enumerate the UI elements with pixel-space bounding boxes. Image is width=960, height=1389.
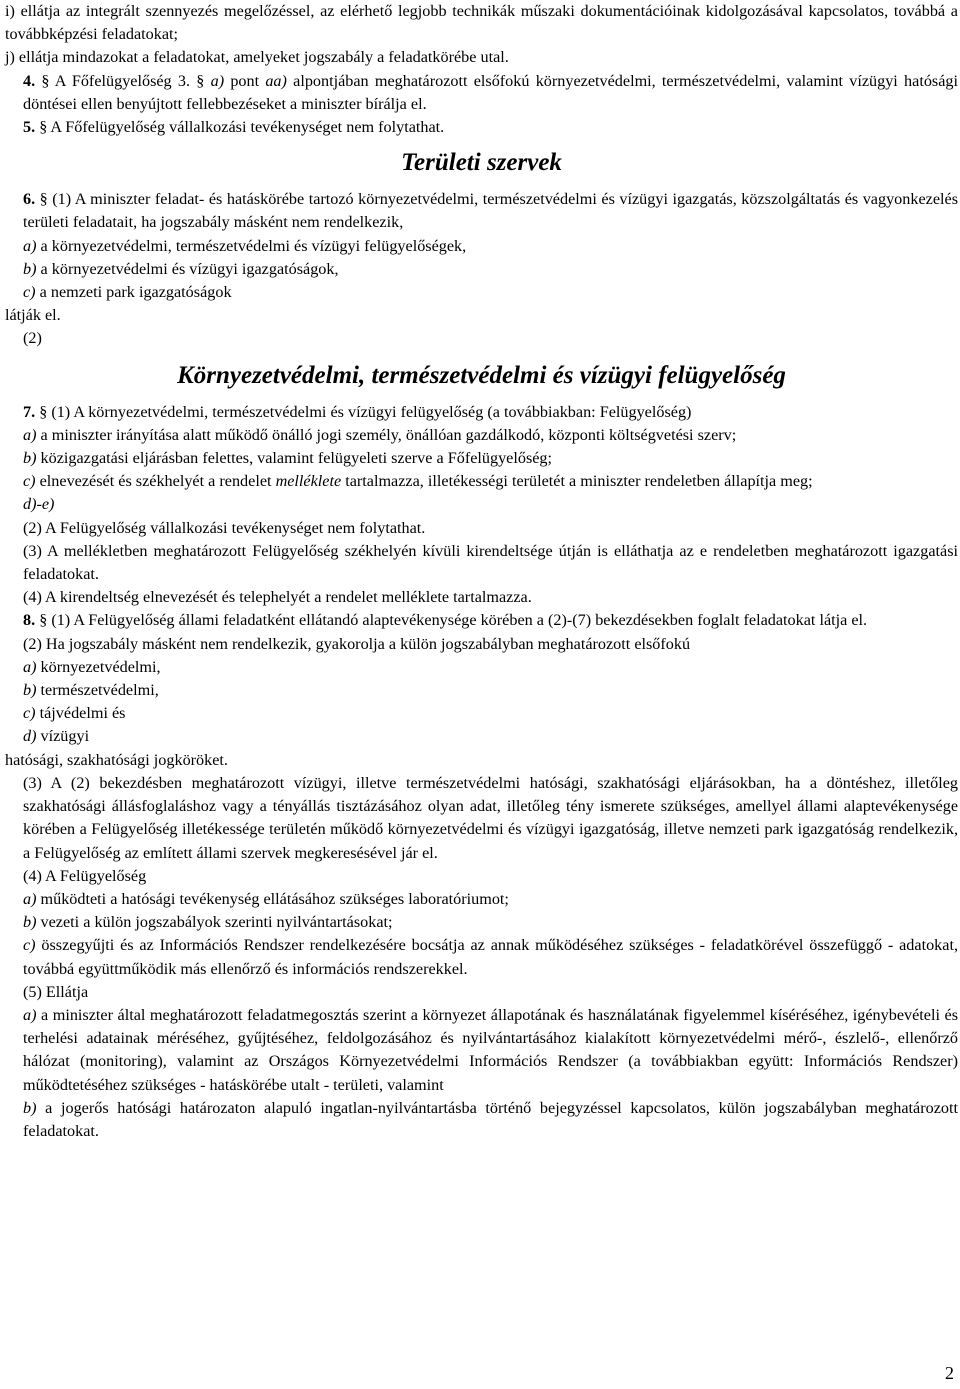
paragraph — [5, 46, 958, 69]
item-label: c) — [23, 936, 36, 955]
text: működteti a hatósági tevékenység ellátásához szükséges laboratóriumot; — [40, 889, 509, 908]
paragraph: (5) Ellátja — [23, 982, 89, 1001]
item-label: c) — [23, 472, 36, 491]
list-item: j) ellátja mindazokat a feladatokat, amelyeket jogszabály a feladatkörébe utal. — [5, 48, 509, 67]
text: § (1) A miniszter feladat- és hatáskörébe tartozó környezetvédelmi, természetvédelmi és vízügyi igazgatás, közszolgáltatás és vagyonkezelés területi feladatait, ha jogszabály másként nem rendelkezik, — [23, 190, 958, 232]
item-label: a) — [23, 425, 37, 444]
section-number: 4. — [23, 71, 36, 90]
text: vízügyi — [40, 727, 90, 746]
section-8 — [5, 609, 958, 632]
section-number: 6. — [23, 190, 36, 209]
item-label: a) — [23, 657, 37, 676]
list-item — [5, 424, 958, 447]
list-item — [5, 911, 958, 934]
text: a környezetvédelmi, természetvédelmi és vízügyi felügyelőségek, — [40, 236, 467, 255]
text: természetvédelmi, — [40, 681, 159, 700]
text: közigazgatási eljárásban felettes, valamint felügyeleti szerve a Főfelügyelőség; — [40, 449, 553, 468]
page-number: 2 — [945, 1363, 954, 1383]
item-label: b) — [23, 913, 37, 932]
item-label: a) — [23, 236, 37, 255]
paragraph — [5, 0, 958, 46]
paragraph: (2) Ha jogszabály másként nem rendelkezik, gyakorolja a külön jogszabályban meghatározott elsőfokú — [23, 634, 691, 653]
paragraph: (2) — [23, 329, 42, 348]
paragraph: (3) A (2) bekezdésben meghatározott vízügyi, illetve természetvédelmi hatósági, szakhatósági eljárásokban, ha a döntéshez, illetőleg szakhatósági állásfoglaláshoz vagy a tényállás tisztázásához olyan adat, illetőleg tény ismerete szükséges, amellyel állami alaptevékenysége körében a Felügyelőség illetékessége területén működő környezetvédelmi és vízügyi igazgatóság, illetve nemzeti park igazgatóság rendelkezik, a Felügyelőség az említett állami szervek megkeresésével jár el. — [23, 773, 958, 862]
item-label: c) — [23, 704, 36, 723]
section-4 — [5, 70, 958, 116]
item-label: b) — [23, 1098, 37, 1117]
paragraph: látják el. — [5, 306, 61, 325]
paragraph: (4) A kirendeltség elnevezését és telephelyét a rendelet melléklete tartalmazza. — [23, 588, 532, 607]
list-item — [5, 679, 958, 702]
text: alpontjában meghatározott elsőfokú környezetvédelmi, természetvédelmi, valamint vízügyi hatósági döntései ellen benyújtott fellebbezéseket a miniszter bírálja el. — [23, 71, 958, 113]
item-label: b) — [23, 681, 37, 700]
list-item — [5, 235, 958, 258]
italic-ref: aa) — [265, 71, 287, 90]
section-6 — [5, 188, 958, 234]
list-item — [5, 656, 958, 679]
item-label: d) — [23, 727, 37, 746]
paragraph: (4) A Felügyelőség — [23, 866, 147, 885]
list-item — [5, 888, 958, 911]
list-item — [5, 725, 958, 748]
text: § (1) A környezetvédelmi, természetvédelmi és vízügyi felügyelőség (a továbbiakban: Felügyelőség) — [39, 402, 692, 421]
text: vezeti a külön jogszabályok szerinti nyilvántartásokat; — [40, 913, 393, 932]
section-heading: Területi szervek — [401, 149, 562, 177]
list-item — [5, 493, 958, 516]
item-label: c) — [23, 283, 36, 302]
list-item: i) ellátja az integrált szennyezés megelőzéssel, az elérhető legjobb technikák műszaki dokumentációinak kidolgozásával kapcsolatos, továbbá a továbbképzési feladatokat; — [5, 2, 958, 44]
document-page — [5, 0, 958, 1143]
text: a miniszter irányítása alatt működő önálló jogi személy, önállóan gazdálkodó, központi költségvetési szerv; — [40, 425, 737, 444]
item-label: b) — [23, 259, 37, 278]
text: § A Főfelügyelőség vállalkozási tevékenységet nem folytathat. — [39, 118, 445, 137]
italic-ref: a) — [210, 71, 225, 90]
text: összegyűjti és az Információs Rendszer rendelkezésére bocsátja az annak működéséhez szükséges - feladatkörével összefüggő - adatokat, továbbá együttműködik más ellenőrző és információs rendszerekkel. — [23, 936, 958, 978]
item-label: d)-e) — [23, 495, 55, 514]
list-item — [5, 1004, 958, 1097]
text: pont — [230, 71, 260, 90]
paragraph: (2) A Felügyelőség vállalkozási tevékenységet nem folytathat. — [23, 518, 426, 537]
section-number: 8. — [23, 611, 36, 630]
list-item — [5, 702, 958, 725]
text: tájvédelmi és — [39, 704, 126, 723]
section-5 — [5, 116, 958, 139]
section-7 — [5, 401, 958, 424]
list-item — [5, 281, 958, 304]
item-label: a) — [23, 1005, 37, 1024]
paragraph: (3) A mellékletben meghatározott Felügyelőség székhelyén kívüli kirendeltsége útján is elláthatja az e rendeletben meghatározott igazgatási feladatokat. — [23, 541, 958, 584]
text: tartalmazza, illetékességi területét a miniszter rendeletben állapítja meg; — [345, 472, 813, 491]
text: környezetvédelmi, — [40, 657, 161, 676]
item-label: a) — [23, 889, 37, 908]
item-label: b) — [23, 449, 37, 468]
list-item — [5, 1097, 958, 1143]
section-heading: Környezetvédelmi, természetvédelmi és vízügyi felügyelőség — [177, 361, 786, 389]
text: § A Főfelügyelőség 3. § — [41, 71, 205, 90]
list-item — [5, 470, 958, 493]
text: elnevezését és székhelyét a rendelet — [39, 472, 272, 491]
section-number: 7. — [23, 402, 36, 421]
section-number: 5. — [23, 118, 36, 137]
text: a nemzeti park igazgatóságok — [39, 283, 232, 302]
text: a miniszter által meghatározott feladatmegosztás szerint a környezet állapotának és használatának figyelemmel kíséréséhez, igénybevételi és terhelési adatainak méréséhez, gyűjtéséhez, feldolgozásához és nyilvántartásához kialakított környezetvédelmi mérő-, észlelő-, ellenőrző hálózat (monitoring), valamint az Országos Környezetvédelmi Információs Rendszer (a továbbiakban együtt: Információs Rendszer) működtetéséhez szükséges - hatáskörébe utalt - területi, valamint — [23, 1005, 958, 1094]
paragraph: hatósági, szakhatósági jogköröket. — [5, 750, 228, 769]
text: a környezetvédelmi és vízügyi igazgatóságok, — [40, 259, 339, 278]
text: § (1) A Felügyelőség állami feladatként ellátandó alaptevékenysége körében a (2)-(7) bekezdésekben foglalt feladatokat látja el. — [39, 611, 868, 630]
italic-ref: melléklete — [275, 472, 342, 491]
list-item — [5, 258, 958, 281]
list-item — [5, 447, 958, 470]
list-item — [5, 934, 958, 980]
text: a jogerős hatósági határozaton alapuló ingatlan-nyilvántartásba történő bejegyzéssel kapcsolatos, külön jogszabályban meghatározott feladatokat. — [23, 1098, 958, 1140]
